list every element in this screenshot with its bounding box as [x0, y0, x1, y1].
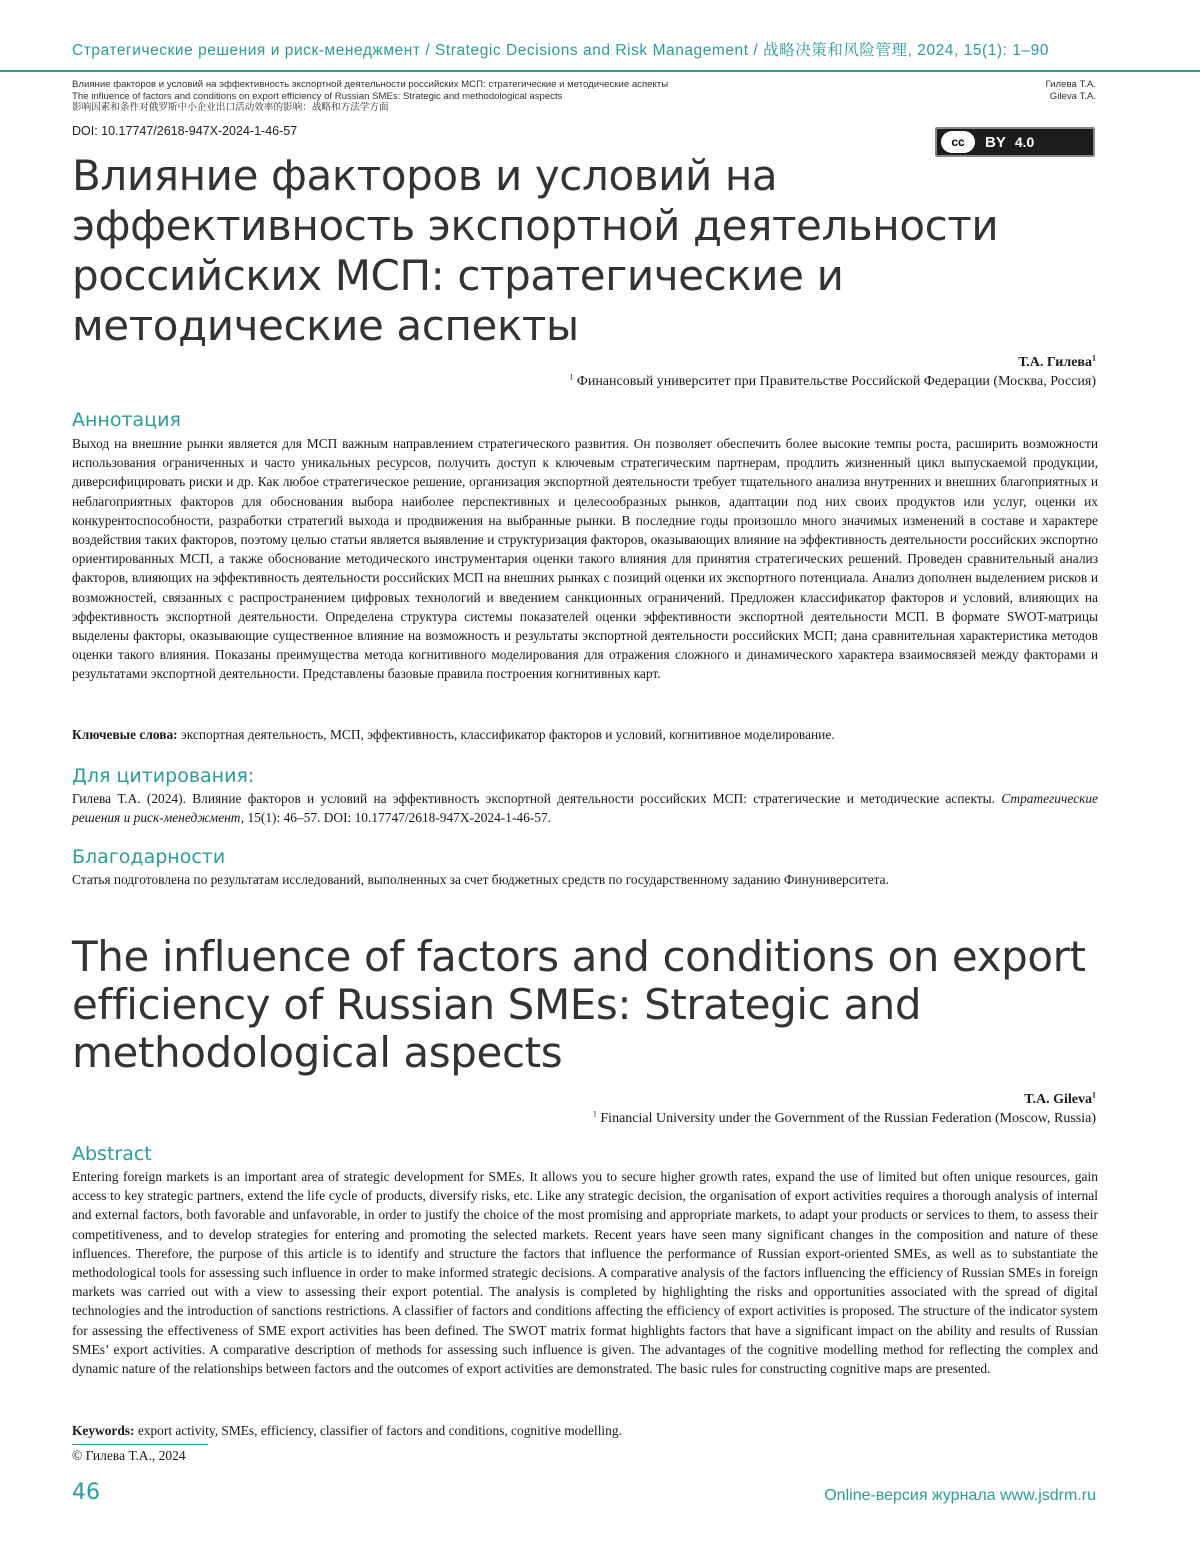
article-title-en: The influence of factors and conditions on export efficiency of Russian SMEs: Strategic and methodological aspects	[72, 932, 1086, 1077]
doi[interactable]: DOI: 10.17747/2618-947X-2024-1-46-57	[72, 124, 298, 138]
copyright: © Гилева Т.А., 2024	[72, 1448, 186, 1463]
keywords-en: Keywords: export activity, SMEs, efficiency, classifier of factors and conditions, cognitive modelling.	[72, 1423, 622, 1438]
affiliation-en: $^1$ Financial University under the Government of the Russian Federation (Moscow, Russia)	[592, 1109, 1096, 1126]
header-rule	[0, 70, 1200, 72]
online-version-link[interactable]: Online-версия журнала www.jsdrm.ru	[824, 1487, 1096, 1504]
journal-header: Стратегические решения и риск-менеджмент / Strategic Decisions and Risk Management / 战略决策和风险管理, 2024, 15(1): 1–90	[72, 42, 1050, 59]
affiliation-ru: $^1$ Финансовый университет при Правительстве Российской Федерации (Москва, Россия)	[569, 372, 1096, 389]
article-title-ru: Влияние факторов и условий на эффективность экспортной деятельности российских МСП: стратегические и методические аспекты	[72, 151, 999, 350]
acknowledgements-text: Статья подготовлена по результатам исследований, выполненных за счет бюджетных средств по государственному заданию Финуниверситета.	[72, 872, 889, 887]
abstract-text-en: Entering foreign markets is an important area of strategic development for SMEs. It allows you to secure higher growth rates, expand the use of limited but often unique resources, gain access to key strategic partners, extend the life cycle of products, diversify risks, etc. Like any strategic decision, the organisation of export activities requires a thorough analysis of internal and external factors, both favorable and unfavorable, in order to justify the choice of the most promising and appropriate markets, to adapt your products or services to them, to assess their competitiveness, and to develop strategies for entering and promoting the selected markets. Recent years have seen many significant changes in the composition and nature of these influences. Therefore, the purpose of this article is to identify and structure the factors that influence the performance of Russian export-oriented SMEs, as well as to substantiate the methodological tools for assessing such influence in order to make informed strategic decisions. A comparative analysis of the factors influencing the efficiency of Russian SMEs in foreign markets was carried out with a view to assessing their export potential. The analysis is completed by highlighting the risks and opportunities associated with the spread of digital technologies and the introduction of sanctions restrictions. A classifier of factors and conditions affecting the efficiency of export activities is proposed. The structure of the indicator system for assessing the effectiveness of SME export activities has been defined. The SWOT matrix format highlights factors that have a significant impact on the ability and results of Russian SMEs’ export activities. A comparative description of methods for assessing such influence is given. The advantages of the cognitive modelling method for reflecting the complex and dynamic nature of the relationships between factors and the outcomes of export activities are demonstrated. The basic rules for constructing cognitive maps are presented.	[72, 1169, 1098, 1377]
running-title-en: The influence of factors and conditions on export efficiency of Russian SMEs: Strategic and methodological aspects	[72, 90, 563, 102]
license-version: 4.0	[1014, 134, 1035, 150]
copyright-rule	[72, 1444, 208, 1445]
page-number: 46	[72, 1480, 100, 1505]
license-by-label: BY	[985, 133, 1006, 151]
citation-heading: Для цитирования:	[72, 765, 255, 787]
author-ru: Т.А. Гилева$^1$	[1018, 353, 1096, 370]
running-title	[72, 79, 932, 114]
running-title-zh: 影响因素和条件对俄罗斯中小企业出口活动效率的影响：战略和方法学方面	[72, 102, 389, 113]
running-authors	[1046, 79, 1096, 102]
running-author-ru: Гилева Т.А.	[1045, 79, 1096, 90]
citation-text: Гилева Т.А. (2024). Влияние факторов и условий на эффективность экспортной деятельности российских МСП: стратегические и методические аспекты. Стратегические решения и риск-менеджмент, 15(1): 46–57. DOI: 10.17747/2618-947X-2024-1-46-57.	[72, 791, 1098, 825]
author-en: T.A. Gileva$^1$	[1024, 1090, 1096, 1107]
creative-commons-icon: cc	[941, 131, 975, 153]
abstract-text-ru: Выход на внешние рынки является для МСП важным направлением стратегического развития. Он позволяет обеспечить более высокие темпы роста, расширить возможности использования ограниченных и часто уникальных ресурсов, получить доступ к ключевым стратегическим партнерам, продлить жизненный цикл выпускаемой продукции, диверсифицировать риски и др. Как любое стратегическое решение, организация экспортной деятельности требует тщательного анализа внутренних и внешних благоприятных и неблагоприятных факторов для обоснования выбора наиболее перспективных и целесообразных рынков, адаптации под них своих продуктов или услуг, оценки их конкурентоспособности, разработки стратегий выхода и продвижения на выбранные рынки. В последние годы произошло много значимых изменений в составе и характере воздействия таких факторов, поэтому целью статьи является выявление и структуризация факторов, оказывающих влияние на эффективность деятельности российских экспортно ориентированных МСП, а также обоснование методического инструментария оценки такого влияния для принятия стратегических решений. Проведен сравнительный анализ факторов, влияющих на эффективность деятельности российских МСП на внешних рынках с позиций оценки их экспортного потенциала. Анализ дополнен выделением рисков и возможностей, связанных с распространением цифровых технологий и введением санкционных ограничений. Предложен классификатор факторов и условий, влияющих на эффективность экспортной деятельности. Определена структура системы показателей оценки эффективности экспортной деятельности МСП. В формате SWOT-матрицы выделены факторы, оказывающие существенное влияние на возможность и результаты экспортной деятельности российских МСП; дана сравнительная характеристика методов оценки такого влияния. Показаны преимущества метода когнитивного моделирования для отражения сложного и динамического характера взаимосвязей между факторами и результатами экспортной деятельности. Представлены базовые правила построения когнитивных карт.	[72, 436, 1098, 682]
keywords-ru: Ключевые слова: экспортная деятельность, МСП, эффективность, классификатор факторов и условий, когнитивное моделирование.	[72, 727, 835, 742]
abstract-heading-en: Abstract	[72, 1143, 152, 1165]
acknowledgements-heading: Благодарности	[72, 846, 226, 868]
running-title-ru: Влияние факторов и условий на эффективность экспортной деятельности российских МСП: стратегические и методические аспекты	[72, 79, 669, 90]
running-author-en: Gileva T.A.	[1049, 90, 1096, 102]
abstract-heading-ru: Аннотация	[72, 409, 181, 431]
